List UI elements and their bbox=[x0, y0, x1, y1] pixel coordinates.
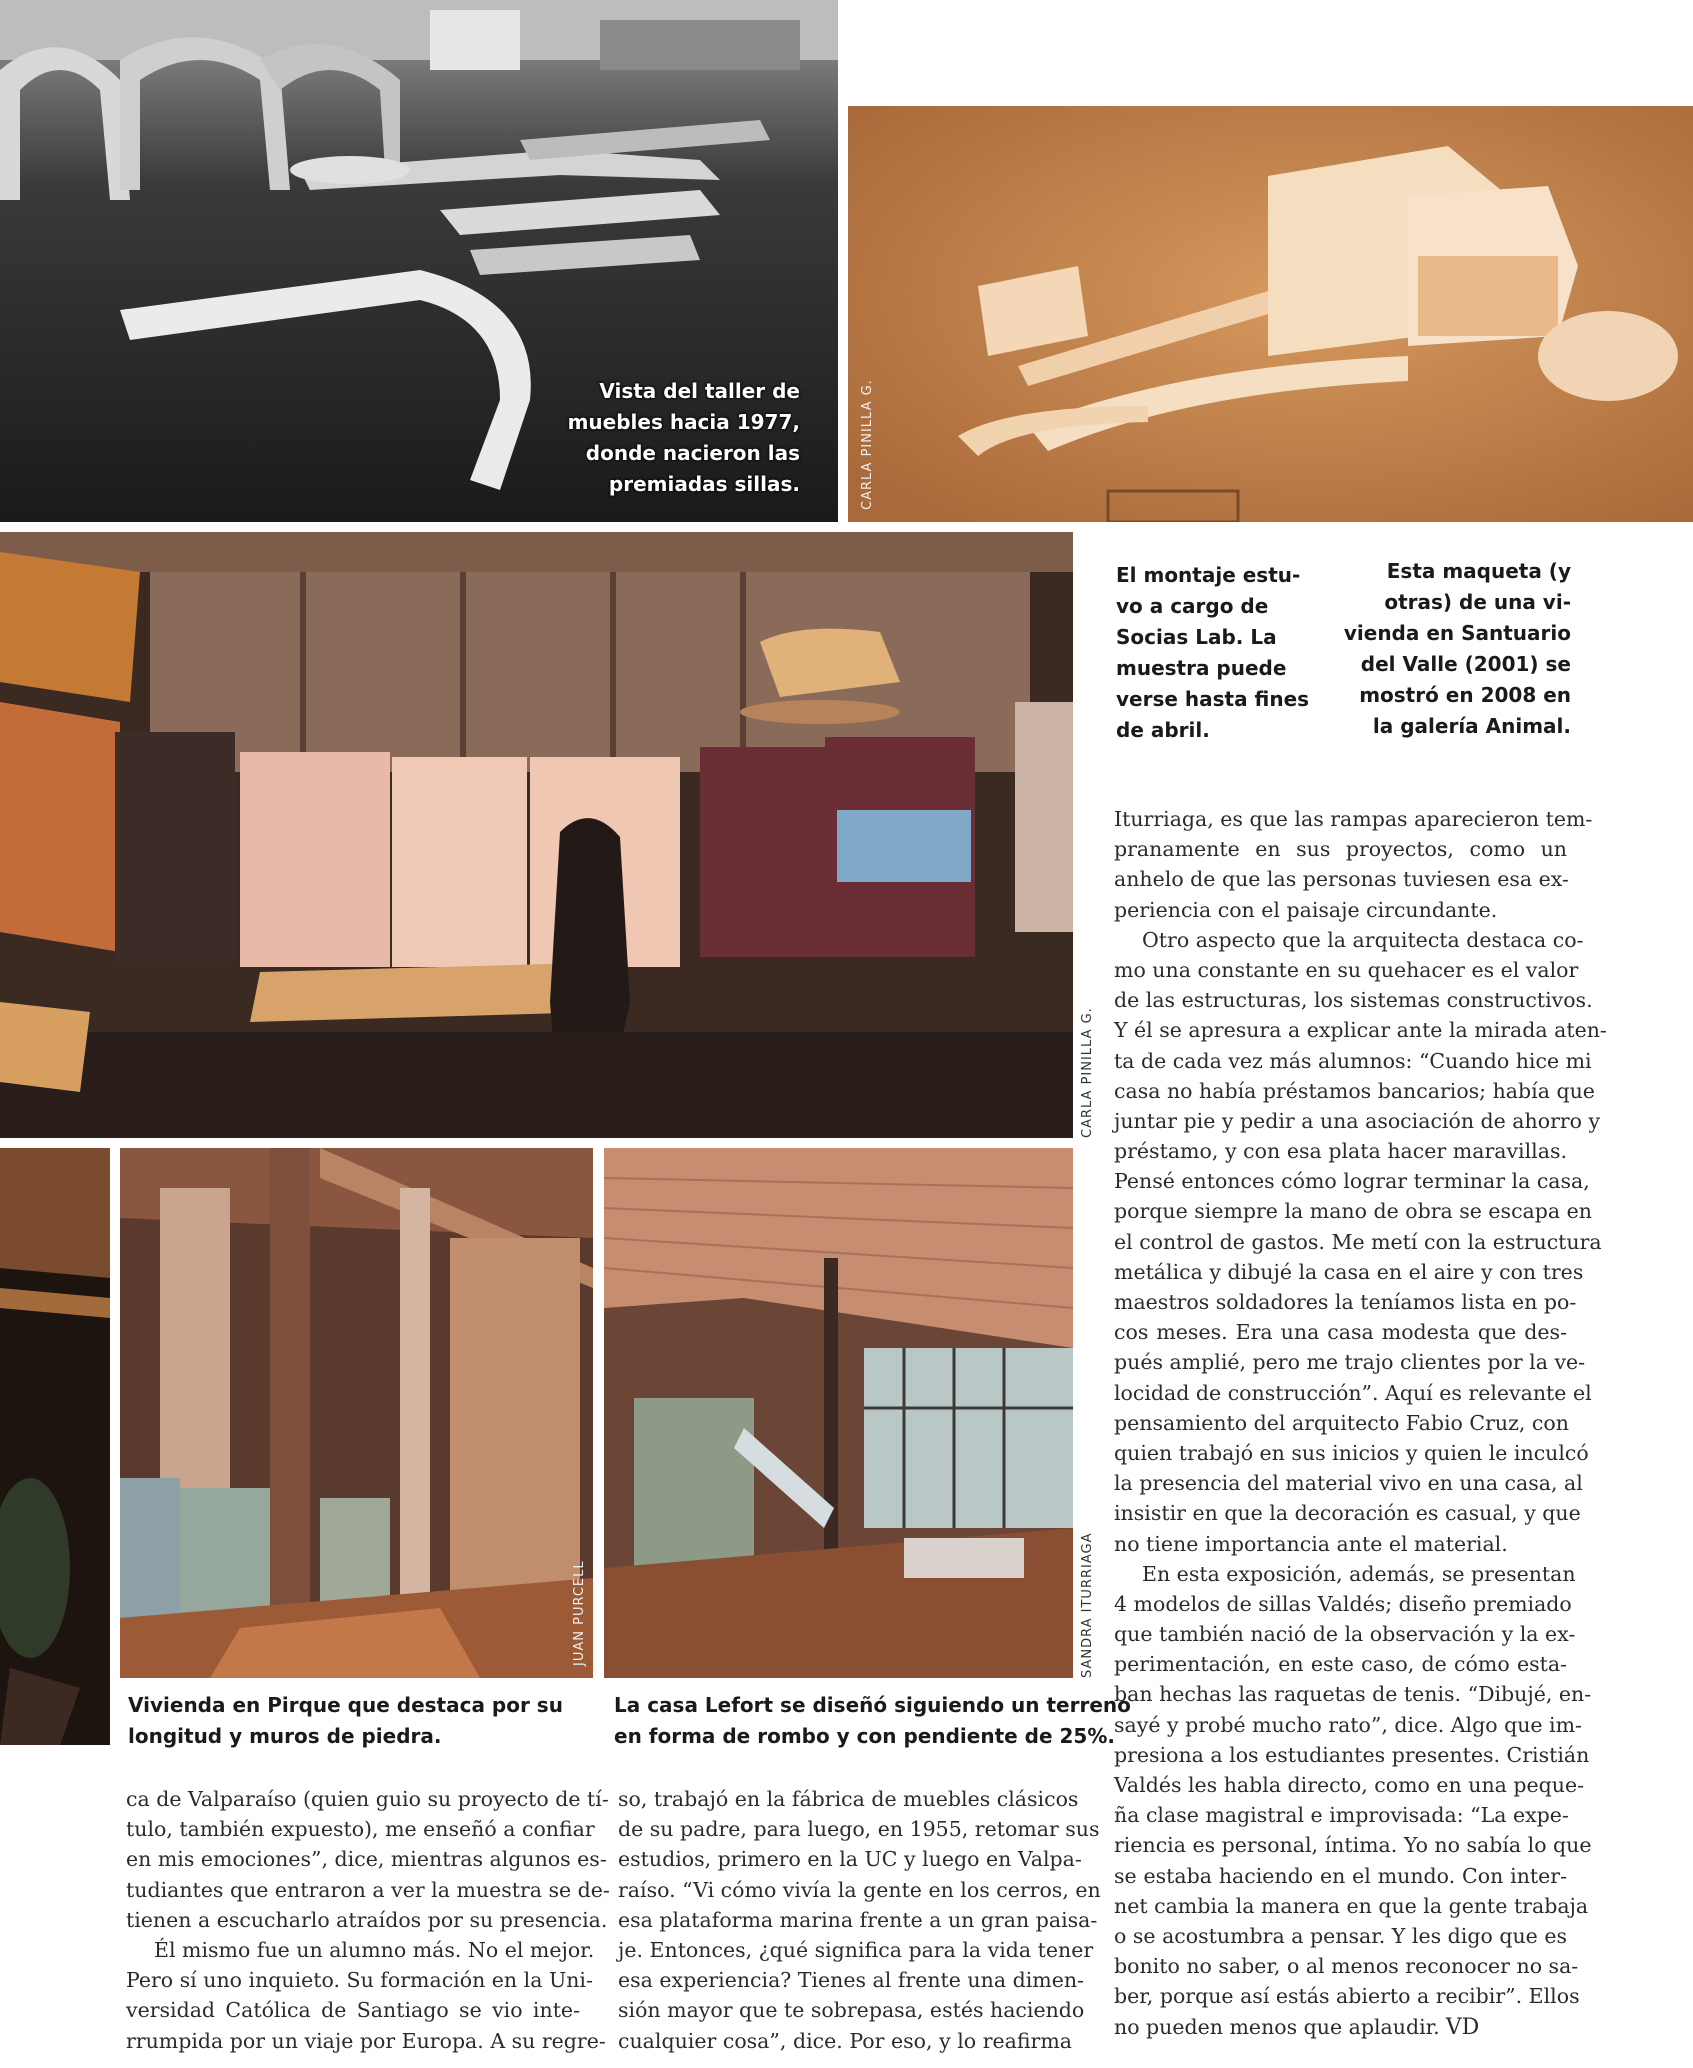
body-line: Y él se apresura a explicar ante la mirada aten- bbox=[1114, 1018, 1607, 1043]
caption-line: de abril. bbox=[1116, 718, 1210, 742]
body-line: net cambia la manera en que la gente trabaja bbox=[1114, 1893, 1589, 1918]
body-line: o se acostumbra a pensar. Y les digo que es bbox=[1114, 1923, 1567, 1948]
body-line: anhelo de que las personas tuviesen esa ex- bbox=[1114, 867, 1569, 892]
body-line: que también nació de la observación y la ex- bbox=[1114, 1622, 1576, 1647]
body-line: perimentación, en este caso, de cómo esta- bbox=[1114, 1652, 1567, 1677]
photo-credit: CARLA PINILLA G. bbox=[860, 379, 875, 510]
body-line: sayé y probé mucho rato”, dice. Algo que im- bbox=[1114, 1712, 1582, 1737]
article-column-3 bbox=[1114, 804, 1607, 2042]
left-edge-photo-art bbox=[0, 1148, 110, 1745]
caption-line: vienda en Santuario bbox=[1343, 621, 1571, 645]
caption-line: muebles hacia 1977, bbox=[567, 410, 800, 434]
body-line: sión mayor que te sobrepasa, estés haciendo bbox=[618, 1998, 1085, 2023]
pirque-caption bbox=[128, 1690, 563, 1752]
body-line: presiona a los estudiantes presentes. Cristián bbox=[1114, 1742, 1590, 1767]
body-line: esa plataforma marina frente a un gran paisa- bbox=[618, 1907, 1098, 1932]
body-line: rrumpida por un viaje por Europa. A su regre- bbox=[126, 2028, 606, 2053]
caption-line: La casa Lefort se diseñó siguiendo un terreno bbox=[614, 1693, 1131, 1717]
caption-line: la galería Animal. bbox=[1372, 714, 1571, 738]
body-line: estudios, primero en la UC y luego en Valpa- bbox=[618, 1847, 1082, 1872]
caption-line: otras) de una vi- bbox=[1384, 590, 1571, 614]
body-line: raíso. “Vi cómo vivía la gente en los cerros, en bbox=[618, 1877, 1101, 1902]
caption-line: Socias Lab. La bbox=[1116, 625, 1277, 649]
body-line: Pensé entonces cómo lograr terminar la casa, bbox=[1114, 1169, 1590, 1194]
caption-line: Vista del taller de bbox=[599, 379, 800, 403]
body-line: ña clase magistral e improvisada: “La expe- bbox=[1114, 1803, 1569, 1828]
body-line: porque siempre la mano de obra se escapa en bbox=[1114, 1199, 1592, 1224]
body-line: metálica y dibujé la casa en el aire y con tres bbox=[1114, 1259, 1584, 1284]
caption-line: El montaje estu- bbox=[1116, 563, 1301, 587]
caption-line: donde nacieron las bbox=[585, 441, 800, 465]
model-photo bbox=[848, 106, 1693, 522]
lefort-photo bbox=[604, 1148, 1073, 1678]
signoff: VD bbox=[1445, 2014, 1480, 2040]
body-line: locidad de construcción”. Aquí es relevante el bbox=[1114, 1380, 1592, 1405]
article-column-2 bbox=[618, 1784, 1101, 2056]
body-line: pranamente en sus proyectos, como un bbox=[1114, 837, 1567, 862]
body-line: ca de Valparaíso (quien guio su proyecto de tí- bbox=[126, 1787, 609, 1811]
body-line: so, trabajó en la fábrica de muebles clásicos bbox=[618, 1787, 1079, 1811]
body-line: periencia con el paisaje circundante. bbox=[1114, 897, 1498, 922]
caption-line: Vivienda en Pirque que destaca por su bbox=[128, 1693, 563, 1717]
body-line: de su padre, para luego, en 1955, retomar sus bbox=[618, 1817, 1100, 1842]
lefort-photo-art bbox=[604, 1148, 1073, 1678]
body-line: insistir en que la decoración es casual, y que bbox=[1114, 1501, 1581, 1526]
body-line: Valdés les habla directo, como en una peque- bbox=[1114, 1773, 1585, 1797]
body-line: se estaba haciendo en el mundo. Con inter- bbox=[1114, 1863, 1567, 1888]
body-line: En esta exposición, además, se presentan bbox=[1142, 1561, 1576, 1586]
exhibition-photo-art bbox=[0, 532, 1073, 1138]
model-photo-art bbox=[848, 106, 1693, 522]
body-line: cos meses. Era una casa modesta que des- bbox=[1114, 1320, 1567, 1345]
caption-line: en forma de rombo y con pendiente de 25%. bbox=[614, 1724, 1115, 1748]
body-line: je. Entonces, ¿qué significa para la vida tener bbox=[618, 1937, 1094, 1962]
caption-line: muestra puede bbox=[1116, 656, 1287, 680]
article-column-1 bbox=[126, 1784, 610, 2056]
body-line: préstamo, y con esa plata hacer maravillas. bbox=[1114, 1139, 1567, 1164]
body-line: Él mismo fue un alumno más. No el mejor. bbox=[154, 1937, 595, 1962]
body-text: no pueden menos que aplaudir. bbox=[1114, 2014, 1440, 2039]
body-line: esa experiencia? Tienes al frente una dimen- bbox=[618, 1968, 1084, 1993]
body-line: la presencia del material vivo en una casa, al bbox=[1114, 1471, 1583, 1496]
montaje-caption bbox=[1116, 560, 1309, 746]
exhibition-credit: CARLA PINILLA G. bbox=[1080, 1007, 1095, 1138]
body-line: ban hechas las raquetas de tenis. “Dibujé, en- bbox=[1114, 1682, 1592, 1707]
body-line: tienen a escucharlo atraídos por su presencia. bbox=[126, 1907, 608, 1932]
body-line: Iturriaga, es que las rampas aparecieron tem- bbox=[1114, 807, 1593, 831]
photo-credit: JUAN PURCELL bbox=[572, 1560, 587, 1666]
caption-line: longitud y muros de piedra. bbox=[128, 1724, 442, 1748]
caption-line: premiadas sillas. bbox=[608, 472, 800, 496]
body-line: el control de gastos. Me metí con la estructura bbox=[1114, 1229, 1602, 1254]
caption-line: vo a cargo de bbox=[1116, 594, 1269, 618]
body-line: bonito no saber, o al menos reconocer no sa- bbox=[1114, 1954, 1579, 1979]
body-line: en mis emociones”, dice, mientras algunos es- bbox=[126, 1847, 607, 1872]
body-line: no tiene importancia ante el material. bbox=[1114, 1531, 1508, 1556]
body-line: Otro aspecto que la arquitecta destaca co- bbox=[1142, 927, 1584, 952]
body-line: maestros soldadores la teníamos lista en po- bbox=[1114, 1290, 1577, 1314]
caption-line: verse hasta fines bbox=[1116, 687, 1310, 711]
body-line: riencia es personal, íntima. Yo no sabía lo que bbox=[1114, 1833, 1592, 1858]
pirque-photo bbox=[120, 1148, 593, 1678]
caption-line: del Valle (2001) se bbox=[1360, 652, 1571, 676]
lefort-credit: SANDRA ITURRIAGA bbox=[1080, 1532, 1095, 1678]
body-line: versidad Católica de Santiago se vio inte- bbox=[126, 1998, 580, 2023]
workshop-caption bbox=[568, 376, 800, 500]
exhibition-photo bbox=[0, 532, 1073, 1138]
body-line: quien trabajó en sus inicios y quien le inculcó bbox=[1114, 1440, 1589, 1465]
body-line: 4 modelos de sillas Valdés; diseño premiado bbox=[1114, 1591, 1572, 1616]
body-line: de las estructuras, los sistemas constructivos. bbox=[1114, 988, 1593, 1013]
left-edge-photo bbox=[0, 1148, 110, 1745]
body-line-last bbox=[1114, 2012, 1567, 2042]
body-line: tudiantes que entraron a ver la muestra se de- bbox=[126, 1877, 610, 1902]
body-line: Pero sí uno inquieto. Su formación en la Uni- bbox=[126, 1968, 593, 1993]
maqueta-caption bbox=[1344, 556, 1571, 742]
pirque-photo-art bbox=[120, 1148, 593, 1678]
body-line: tulo, también expuesto), me enseñó a confiar bbox=[126, 1817, 595, 1842]
body-line: casa no había préstamos bancarios; había que bbox=[1114, 1078, 1595, 1103]
lefort-caption bbox=[614, 1690, 1131, 1752]
caption-line: Esta maqueta (y bbox=[1386, 559, 1571, 583]
body-line: juntar pie y pedir a una asociación de ahorro y bbox=[1114, 1108, 1601, 1133]
body-line: ber, porque así estás abierto a recibir”. Ellos bbox=[1114, 1984, 1580, 2009]
workshop-photo bbox=[0, 0, 838, 522]
body-line: pués amplié, pero me trajo clientes por la ve- bbox=[1114, 1350, 1586, 1375]
body-line: ta de cada vez más alumnos: “Cuando hice mi bbox=[1114, 1048, 1592, 1073]
caption-line: mostró en 2008 en bbox=[1359, 683, 1571, 707]
body-line: mo una constante en su quehacer es el valor bbox=[1114, 957, 1579, 982]
body-line: pensamiento del arquitecto Fabio Cruz, con bbox=[1114, 1410, 1569, 1435]
body-line: cualquier cosa”, dice. Por eso, y lo reafirma bbox=[618, 2028, 1072, 2053]
